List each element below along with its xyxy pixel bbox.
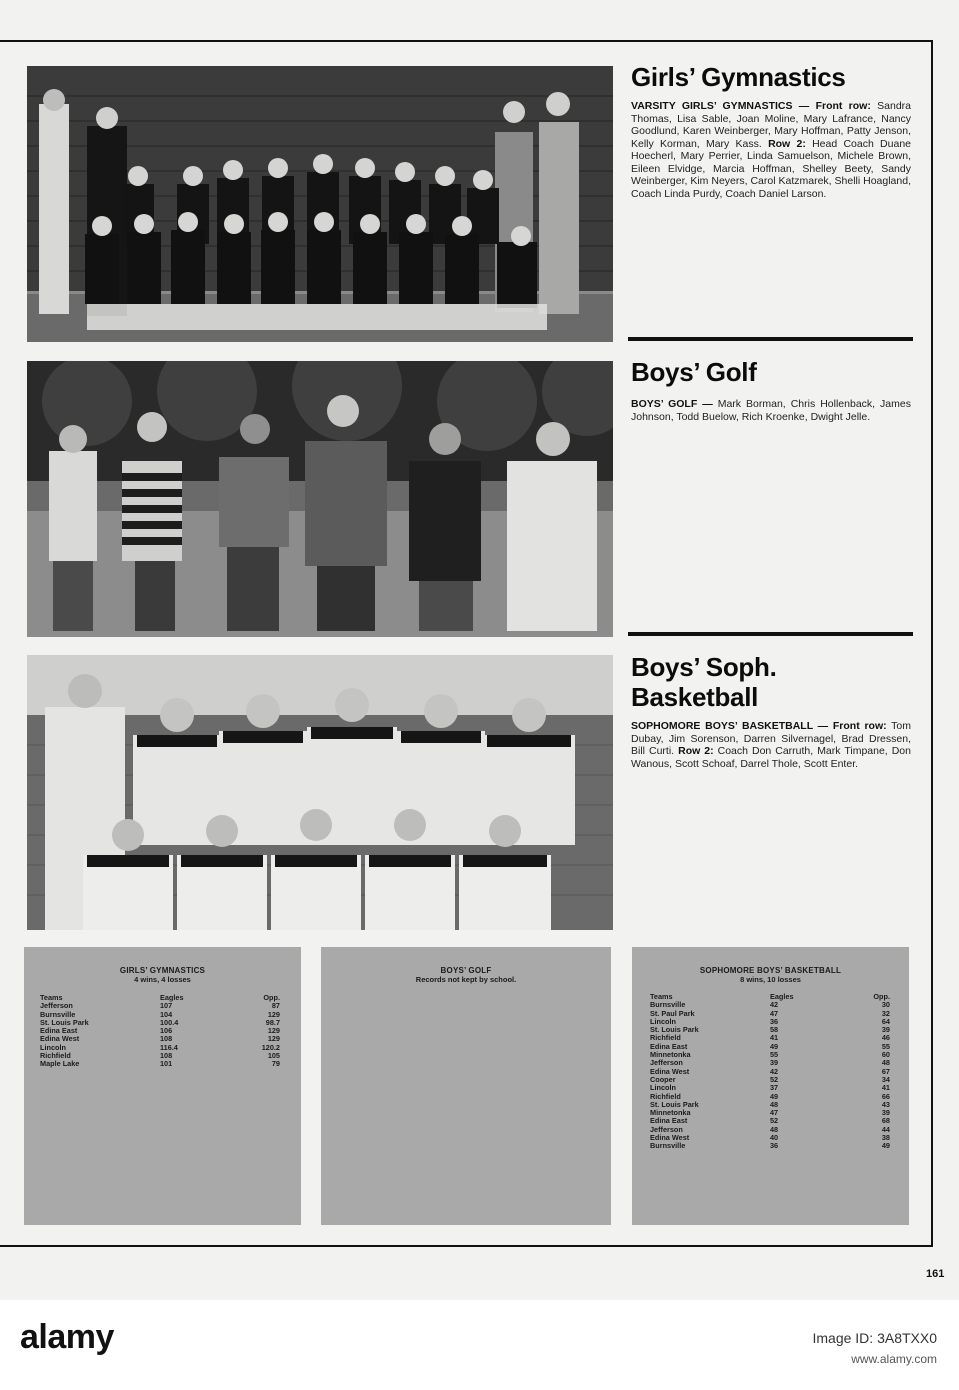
gymnastics-caption-lead: VARSITY GIRLS’ GYMNASTICS — Front row: <box>631 100 871 112</box>
opp-score-cell: 129 <box>267 1034 280 1044</box>
watermark-logo: alamy <box>20 1318 114 1356</box>
basketball-heading-line2: Basketball <box>631 682 759 712</box>
opp-score-cell: 41 <box>881 1083 890 1093</box>
golf-caption <box>631 398 911 423</box>
team-cell: Edina West <box>650 1066 690 1076</box>
team-cell: Edina West <box>40 1034 80 1044</box>
opp-score-cell: 79 <box>271 1059 280 1069</box>
eagles-score-cell: 101 <box>160 1059 173 1069</box>
opp-score-cell: 87 <box>271 1001 280 1011</box>
table-row <box>650 1142 890 1150</box>
opp-score-cell: 43 <box>881 1099 890 1109</box>
basketball-stats-title: SOPHOMORE BOYS’ BASKETBALL <box>699 966 842 975</box>
opp-score-cell: 55 <box>881 1041 890 1051</box>
golf-section-rule <box>628 337 913 341</box>
opp-score-cell: 38 <box>881 1133 890 1143</box>
team-cell: Burnsville <box>650 1141 686 1151</box>
opp-score-cell: 120.2 <box>261 1042 280 1052</box>
opp-score-cell: 64 <box>881 1016 890 1026</box>
eagles-score-cell: 42 <box>770 1066 779 1076</box>
opp-score-cell: 105 <box>267 1051 280 1061</box>
eagles-score-cell: 100.4 <box>160 1017 179 1027</box>
team-cell: St. Louis Park <box>650 1025 699 1035</box>
team-cell: Lincoln <box>650 1016 676 1026</box>
team-cell: Teams <box>650 992 673 1001</box>
opp-score-cell: 129 <box>267 1026 280 1036</box>
eagles-score-cell: Eagles <box>160 993 184 1002</box>
opp-score-cell: 129 <box>267 1009 280 1019</box>
gymnastics-caption-row2: Head Coach Duane Hoecherl, Mary Perrier, Linda Samuelson, Michele Brown, Eileen Elvidge, Marcia Hoffman, Shelley Beety, Sandy Weinberger, Kim Neyers, Carol Katzmarek, Shelli Hoagland, Coach Linda Purdy, Coach Daniel Larson. <box>631 137 911 200</box>
team-cell: Jefferson <box>650 1058 683 1068</box>
golf-stats-box <box>321 947 611 1225</box>
basketball-caption-row2-label: Row 2: <box>678 745 714 757</box>
opp-score-cell: 39 <box>881 1025 890 1035</box>
eagles-score-cell: 108 <box>160 1051 173 1061</box>
eagles-score-cell: 47 <box>770 1008 779 1018</box>
eagles-score-cell: 108 <box>160 1034 173 1044</box>
team-cell: Lincoln <box>40 1042 66 1052</box>
team-cell: St. Louis Park <box>40 1017 89 1027</box>
eagles-score-cell: 49 <box>770 1091 779 1101</box>
page-border-right <box>931 40 933 1247</box>
opp-score-cell: 68 <box>881 1116 890 1126</box>
team-cell: Richfield <box>650 1033 681 1043</box>
eagles-score-cell: 36 <box>770 1141 779 1151</box>
golf-heading: Boys’ Golf <box>631 357 757 387</box>
opp-score-cell: 44 <box>881 1124 890 1134</box>
eagles-score-cell: 52 <box>770 1074 779 1084</box>
opp-score-cell: 32 <box>881 1008 890 1018</box>
gymnastics-caption <box>631 100 911 200</box>
basketball-section-rule <box>628 632 913 636</box>
opp-score-cell: 60 <box>881 1050 890 1060</box>
eagles-score-cell: 107 <box>160 1001 173 1011</box>
golf-team-photo <box>27 361 613 637</box>
eagles-score-cell: 58 <box>770 1025 779 1035</box>
eagles-score-cell: 42 <box>770 1000 779 1010</box>
basketball-caption-lead: SOPHOMORE BOYS’ BASKETBALL — Front row: <box>631 720 887 732</box>
gymnastics-team-photo <box>27 66 613 342</box>
gymnastics-heading: Girls’ Gymnastics <box>631 62 846 92</box>
team-cell: St. Paul Park <box>650 1008 695 1018</box>
team-cell: Burnsville <box>40 1009 76 1019</box>
eagles-score-cell: 106 <box>160 1026 173 1036</box>
eagles-score-cell: 41 <box>770 1033 779 1043</box>
team-cell: Jefferson <box>40 1001 73 1011</box>
basketball-heading <box>631 652 921 712</box>
watermark-url: www.alamy.com <box>851 1352 937 1366</box>
golf-stats-title: BOYS’ GOLF <box>440 966 492 975</box>
basketball-team-photo <box>27 655 613 930</box>
eagles-score-cell: 39 <box>770 1058 779 1068</box>
basketball-stats-table <box>650 993 890 1151</box>
opp-score-cell: Opp. <box>873 992 890 1001</box>
page-border-top <box>0 40 933 42</box>
eagles-score-cell: 104 <box>160 1009 173 1019</box>
gymnastics-stats-box <box>24 947 301 1225</box>
opp-score-cell: Opp. <box>263 993 280 1002</box>
page-number: 161 <box>926 1268 945 1280</box>
gymnastics-caption-body: Sandra Thomas, Lisa Sable, Joan Moline, Mary Lafrance, Nancy Goodlund, Karen Weinberger, Mary Hoffman, Patty Jenson, Kelly Korman, Mary Kass. <box>631 100 911 150</box>
opp-score-cell: 67 <box>881 1066 890 1076</box>
team-cell: Richfield <box>650 1091 681 1101</box>
eagles-score-cell: Eagles <box>770 992 794 1001</box>
team-cell: Richfield <box>40 1051 71 1061</box>
eagles-score-cell: 40 <box>770 1133 779 1143</box>
basketball-stats-record: 8 wins, 10 losses <box>740 975 801 984</box>
opp-score-cell: 46 <box>881 1033 890 1043</box>
opp-score-cell: 66 <box>881 1091 890 1101</box>
table-row <box>40 1060 280 1068</box>
eagles-score-cell: 36 <box>770 1016 779 1026</box>
eagles-score-cell: 47 <box>770 1108 779 1118</box>
watermark-image-id: Image ID: 3A8TXX0 <box>812 1330 937 1346</box>
eagles-score-cell: 55 <box>770 1050 779 1060</box>
team-cell: Edina East <box>40 1026 78 1036</box>
team-cell: Jefferson <box>650 1124 683 1134</box>
team-cell: Edina East <box>650 1041 688 1051</box>
eagles-score-cell: 37 <box>770 1083 779 1093</box>
gymnastics-stats-table <box>40 994 280 1069</box>
gymnastics-stats-title: GIRLS’ GYMNASTICS <box>119 966 206 975</box>
eagles-score-cell: 48 <box>770 1124 779 1134</box>
eagles-score-cell: 49 <box>770 1041 779 1051</box>
basketball-heading-line1: Boys’ Soph. <box>631 652 777 682</box>
team-cell: Lincoln <box>650 1083 676 1093</box>
team-cell: Minnetonka <box>650 1050 691 1060</box>
team-cell: Edina West <box>650 1133 690 1143</box>
opp-score-cell: 30 <box>881 1000 890 1010</box>
basketball-caption-body: Tom Dubay, Jim Sorenson, Darren Silvernagel, Brad Dressen, Bill Curti. <box>631 720 911 757</box>
team-cell: Burnsville <box>650 1000 686 1010</box>
team-cell: Cooper <box>650 1074 676 1084</box>
gymnastics-stats-record: 4 wins, 4 losses <box>134 975 191 984</box>
basketball-stats-box <box>632 947 909 1225</box>
opp-score-cell: 49 <box>881 1141 890 1151</box>
opp-score-cell: 39 <box>881 1108 890 1118</box>
team-cell: Minnetonka <box>650 1108 691 1118</box>
basketball-caption-row2: Coach Don Carruth, Mark Timpane, Don Wanous, Scott Schoaf, Darrel Thole, Scott Enter. <box>631 745 911 770</box>
golf-caption-lead: BOYS’ GOLF — <box>631 398 713 410</box>
eagles-score-cell: 116.4 <box>160 1042 178 1052</box>
golf-caption-body: Mark Borman, Chris Hollenback, James Johnson, Todd Buelow, Rich Kroenke, Dwight Jelle. <box>631 398 911 423</box>
gymnastics-caption-row2-label: Row 2: <box>768 137 806 150</box>
eagles-score-cell: 48 <box>770 1099 779 1109</box>
team-cell: St. Louis Park <box>650 1099 699 1109</box>
basketball-caption <box>631 720 911 770</box>
team-cell: Edina East <box>650 1116 688 1126</box>
golf-stats-note: Records not kept by school. <box>415 975 517 984</box>
opp-score-cell: 48 <box>881 1058 890 1068</box>
team-cell: Maple Lake <box>40 1059 80 1069</box>
opp-score-cell: 34 <box>881 1074 890 1084</box>
team-cell: Teams <box>40 993 63 1002</box>
opp-score-cell: 98.7 <box>265 1017 280 1027</box>
page-border-bottom <box>0 1245 933 1247</box>
eagles-score-cell: 52 <box>770 1116 779 1126</box>
